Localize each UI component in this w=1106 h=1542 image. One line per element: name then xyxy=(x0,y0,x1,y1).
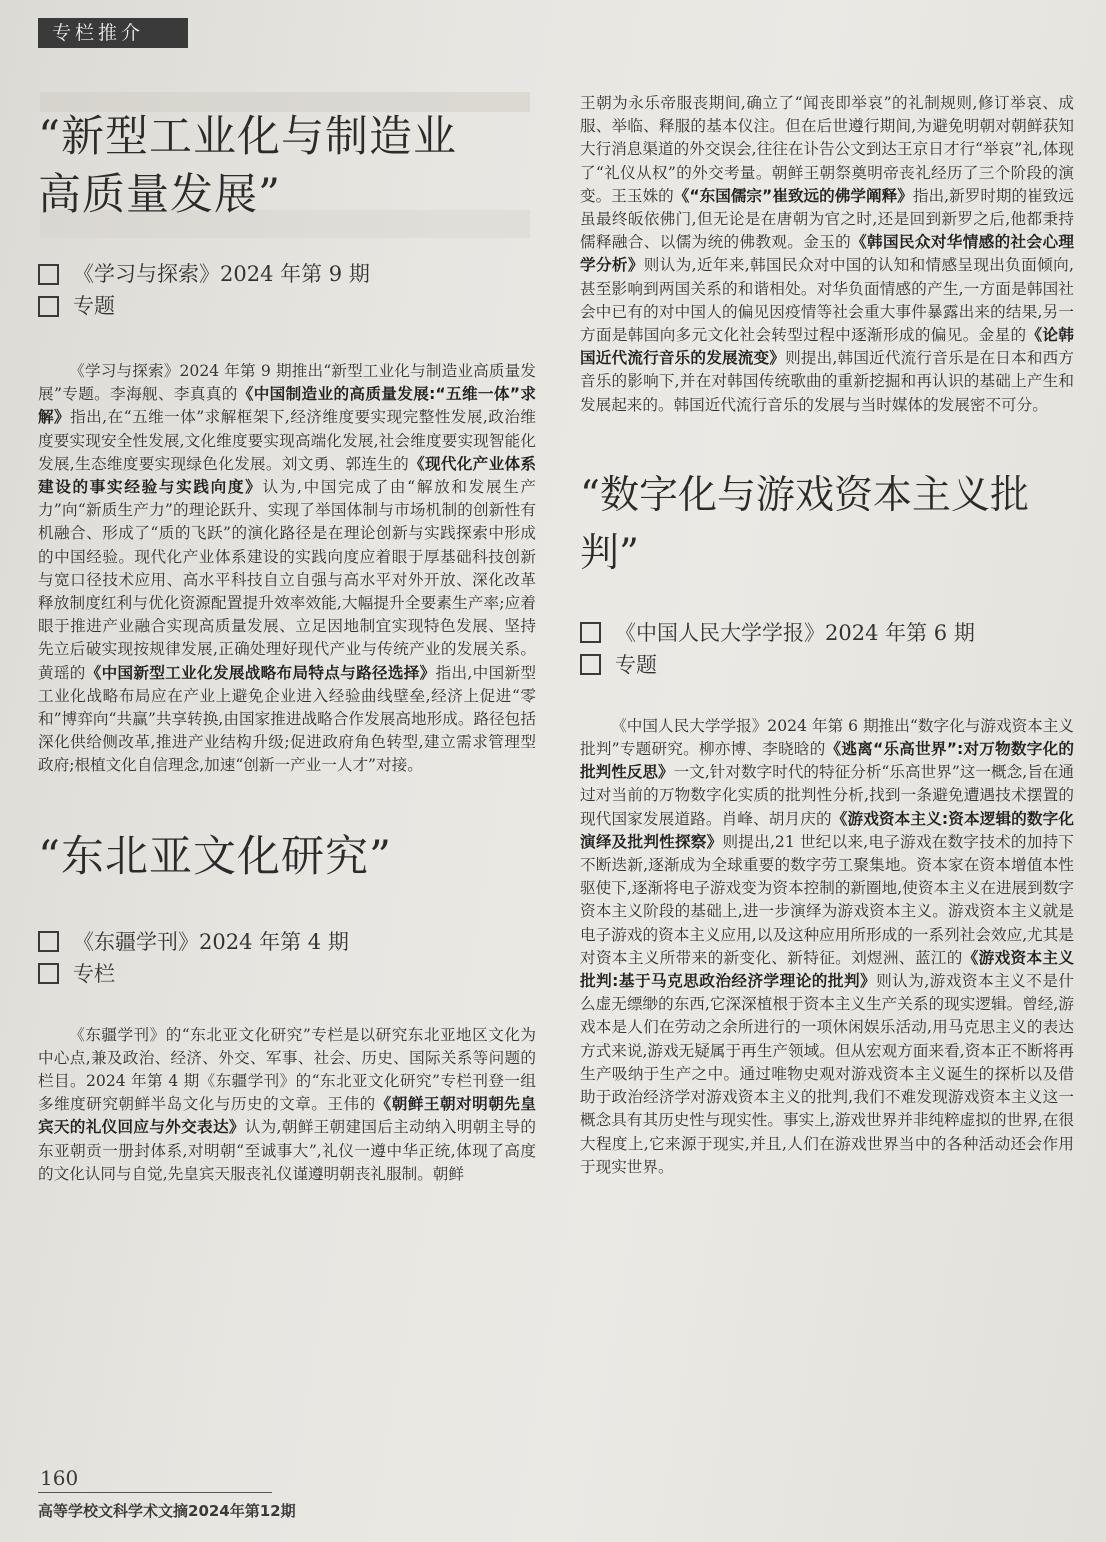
section-type: 专栏 xyxy=(73,961,115,986)
section-industrialization xyxy=(38,108,536,778)
section-title: “东北亚文化研究” xyxy=(38,831,392,882)
source-line xyxy=(38,926,536,958)
article-title: 《游戏资本主义批判:基于马克思政治经济学理论的批判》 xyxy=(580,948,1074,991)
source-journal: 《东疆学刊》2024 年第 4 期 xyxy=(73,929,349,954)
article-title: 《逃离“乐高世界”:对万物数字化的批判性反思》 xyxy=(580,740,1074,782)
source-line xyxy=(580,617,1074,649)
section-body: 《学习与探索》2024 年第 9 期推出“新型工业化与制造业高质量发展”专题。李海舰、李真真的《中国制造业的高质量发展:“五维一体”求解》指出,在“五维一体”求解框架下,经济维度要实现完整性发展,政治维度要实现安全性发展,文化维度要实现高端化发展,社会维度要实现智能化发展,生态维度要实现绿色化发展。刘文勇、郭连生的《现代化产业体系建设的事实经验与实践向度》认为,中国完成了由“解放和发展生产力”向“新质生产力”的理论跃升、实现了举国体制与市场机制的创新性有机融合、形成了“质的飞跃”的演化路径是在理论创新与实践探索中形成的中国经验。现代化产业体系建设的实践向度应着眼于厚基础科技创新与宽口径技术应用、高水平科技自立自强与高水平对外开放、深化改革释放制度红利与优化资源配置提升效率效能,大幅提升全要素生产率;应着眼于推进产业融合实现高质量发展、立足因地制宜实现特色发展、坚持先立后破实现按规律发展,正确处理好现代产业与传统产业的发展关系。黄瑶的《中国新型工业化发展战略布局特点与路径选择》指出,中国新型工业化战略布局应在产业上避免企业进入经验曲线壁垒,经济上促进“零和”博弈向“共赢”共享转换,由国家推进战略合作发展高地形成。路径包括深化供给侧改革,推进产业结构升级;促进政府角色转型,建立需求管理型政府;根植文化自信理念,加速“创新一产业一人才”对接。 xyxy=(38,362,537,775)
section-digital-game-capitalism xyxy=(580,467,1074,1179)
footer-rule xyxy=(38,1492,272,1493)
source-journal: 《学习与探索》2024 年第 9 期 xyxy=(73,262,370,286)
type-line xyxy=(580,649,1074,681)
section-title: “数字化与游戏资本主义批判” xyxy=(580,472,1029,576)
source-line xyxy=(38,258,536,290)
section-type: 专题 xyxy=(73,294,115,318)
left-column xyxy=(38,108,536,1186)
checkbox-icon xyxy=(38,963,59,984)
article-title: 《中国新型工业化发展战略布局特点与路径选择》 xyxy=(85,663,436,682)
article-title: 《朝鲜王朝对明朝先皇宾天的礼仪回应与外交表达》 xyxy=(38,1095,536,1137)
section-title: “新型工业化与制造业 高质量发展” xyxy=(38,112,457,220)
section-northeast-asia xyxy=(38,828,536,1186)
checkbox-icon xyxy=(38,296,59,317)
type-line xyxy=(38,958,536,990)
article-title: 《游戏资本主义:资本逻辑的数字化演绎及批判性探察》 xyxy=(580,809,1074,851)
checkbox-icon xyxy=(580,654,601,675)
section-body: 《中国人民大学学报》2024 年第 6 期推出“数字化与游戏资本主义批判”专题研究。柳亦博、李晓晗的《逃离“乐高世界”:对万物数字化的批判性反思》一文,针对数字时代的特征分析“乐高世界”这一概念,旨在通过对当前的万物数字化实质的批判性分析,找到一条避免遭遇技术摆置的现代国家发展道路。肖峰、胡月庆的《游戏资本主义:资本逻辑的数字化演绎及批判性探察》则提出,21 世纪以来,电子游戏在数字技术的加持下不断迭新,逐渐成为全球重要的数字劳工聚集地。资本家在资本增值本性驱使下,逐渐将电子游戏变为资本控制的新圈地,使资本主义在进展到数字资本主义阶段的基础上,进一步演绎为游戏资本主义。游戏资本主义就是电子游戏的资本主义应用,以及这种应用所形成的一系列社会效应,尤其是对资本主义所带来的新变化、新特征。刘煜洲、蓝江的《游戏资本主义批判:基于马克思政治经济学理论的批判》则认为,游戏资本主义不是什么虚无缥缈的东西,它深深植根于资本主义生产关系的现实逻辑。曾经,游戏本是人们在劳动之余所进行的一项休闲娱乐活动,用马克思主义的表达方式来说,游戏无疑属于再生产领域。但从宏观方面来看,资本正不断将再生产吸纳于生产之中。通过唯物史观对游戏资本主义诞生的探析以及借助于政治经济学对游戏资本主义的批判,我们不难发现游戏资本主义这一概念具有其历史性与现实性。事实上,游戏世界并非纯粹虚拟的世界,在很大程度上,它来源于现实,并且,人们在游戏世界当中的各种活动还会作用于现实世界。 xyxy=(580,716,1074,1176)
column-tag: 专栏推介 xyxy=(38,18,188,48)
right-column xyxy=(580,92,1074,1179)
page-number: 160 xyxy=(40,1466,79,1490)
checkbox-icon xyxy=(580,622,601,643)
article-title: 《中国制造业的高质量发展:“五维一体”求解》 xyxy=(38,385,537,427)
article-title: 《现代化产业体系建设的事实经验与实践向度》 xyxy=(38,454,536,497)
source-journal: 《中国人民大学学报》2024 年第 6 期 xyxy=(615,620,975,645)
checkbox-icon xyxy=(38,931,59,952)
type-line xyxy=(38,290,536,322)
section-body: 《东疆学刊》的“东北亚文化研究”专栏是以研究东北亚地区文化为中心点,兼及政治、经济、外交、军事、社会、历史、国际关系等问题的栏目。2024 年第 4 期《东疆学刊》的“东北亚文化研究”专栏刊登一组多维度研究朝鲜半岛文化与历史的文章。王伟的《朝鲜王朝对明朝先皇宾天的礼仪回应与外交表达》认为,朝鲜王朝建国后主动纳入明朝主导的东亚朝贡一册封体系,对明朝“至诚事大”,礼仪一遵中华正统,体现了高度的文化认同与自觉,先皇宾天服丧礼仪谨遵明朝丧礼服制。朝鲜 xyxy=(38,1025,536,1183)
article-title: 《“东国儒宗”崔致远的佛学阐释》 xyxy=(673,186,913,205)
journal-footer: 高等学校文科学术文摘2024年第12期 xyxy=(38,1502,296,1520)
article-title: 《论韩国近代流行音乐的发展流变》 xyxy=(580,326,1074,368)
checkbox-icon xyxy=(38,264,59,285)
section-type: 专题 xyxy=(615,652,657,677)
section-body-continued: 王朝为永乐帝服丧期间,确立了“闻丧即举哀”的礼制规则,修订举哀、成服、举临、释服的基本仪注。但在后世遵行期间,为避免明朝对朝鲜获知大行消息渠道的外交误会,往往在讣告公文到达王京日才行“举哀”礼,体现了“礼仪从权”的外交考量。朝鲜王朝祭奠明帝丧礼经历了三个阶段的演变。王玉姝的《“东国儒宗”崔致远的佛学阐释》指出,新罗时期的崔致远虽最终皈依佛门,但无论是在唐朝为官之时,还是回到新罗之后,他都秉持儒释融合、以儒为统的佛教观。金玉的《韩国民众对华情感的社会心理学分析》则认为,近年来,韩国民众对中国的认知和情感呈现出负面倾向,甚至影响到两国关系的和谐相处。对华负面情感的产生,一方面是韩国社会中已有的对中国人的偏见因疫情等社会重大事件暴露出来的结果,另一方面是韩国向多元文化社会转型过程中逐渐形成的偏见。金星的《论韩国近代流行音乐的发展流变》则提出,韩国近代流行音乐是在日本和西方音乐的影响下,并在对韩国传统歌曲的重新挖掘和再认识的基础上产生和发展起来的。韩国近代流行音乐的发展与当时媒体的发展密不可分。 xyxy=(580,94,1074,414)
article-title: 《韩国民众对华情感的社会心理学分析》 xyxy=(580,233,1074,275)
